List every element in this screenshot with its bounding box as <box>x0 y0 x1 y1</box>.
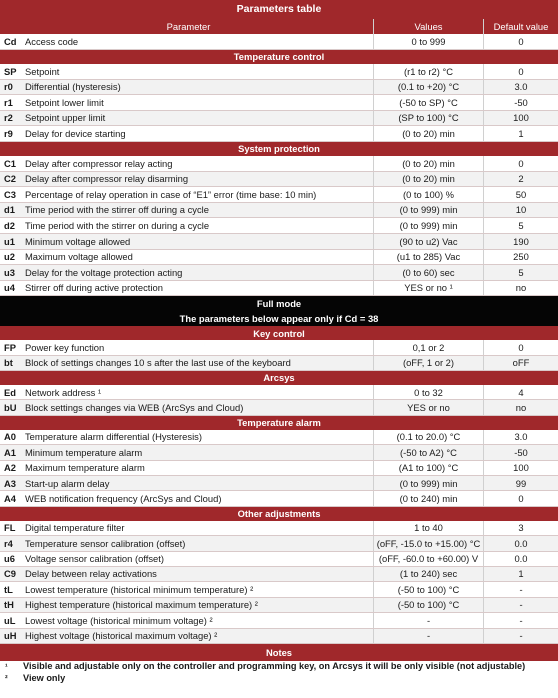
parameter-code: u6 <box>4 553 15 565</box>
section-header: System protection <box>0 142 558 156</box>
default-cell: -50 <box>514 96 528 108</box>
parameter-code: tL <box>4 583 13 595</box>
parameter-code: d2 <box>4 219 15 231</box>
parameter-code: A3 <box>4 477 16 489</box>
parameter-name: Time period with the stirrer off during a cycle <box>25 204 209 216</box>
parameter-name: Stirrer off during active protection <box>25 282 163 294</box>
table-row <box>0 476 558 491</box>
note-text: View only <box>23 673 66 684</box>
parameter-cell <box>0 445 374 459</box>
table-row <box>0 567 558 582</box>
values-cell: - <box>374 613 484 627</box>
values-cell: (0 to 240) min <box>374 491 484 505</box>
parameter-name: Minimum temperature alarm <box>25 446 143 458</box>
parameter-code: C9 <box>4 568 16 580</box>
values-cell: (oFF, -60.0 to +60.00) V <box>374 552 484 566</box>
parameter-name: Access code <box>25 35 79 47</box>
parameter-name: Delay for device starting <box>25 127 126 139</box>
table-row <box>0 156 558 172</box>
default-cell: 3.0 <box>514 431 528 443</box>
table-row <box>0 203 558 219</box>
values-cell: (1 to 240) sec <box>374 567 484 581</box>
table-row <box>0 218 558 234</box>
table-row <box>0 491 558 506</box>
values-cell: (-50 to 100) °C <box>374 598 484 612</box>
default-cell: 0 <box>518 341 524 353</box>
values-cell: (-50 to A2) °C <box>374 445 484 459</box>
parameter-code: uH <box>4 630 17 642</box>
parameter-code: u1 <box>4 235 15 247</box>
parameter-cell <box>0 385 374 399</box>
parameter-cell <box>0 64 374 79</box>
parameter-name: Temperature sensor calibration (offset) <box>25 537 186 549</box>
default-cell: 5 <box>518 219 524 231</box>
values-cell: (0 to 60) sec <box>374 265 484 280</box>
default-cell: 100 <box>513 462 529 474</box>
table-row <box>0 536 558 551</box>
note-item <box>0 661 558 673</box>
parameter-name: Delay after compressor relay acting <box>25 157 173 169</box>
table-row <box>0 250 558 266</box>
default-cell: 10 <box>515 204 527 216</box>
values-cell: (oFF, -15.0 to +15.00) °C <box>374 536 484 550</box>
values-cell: - <box>374 629 484 643</box>
parameter-code: A4 <box>4 492 16 504</box>
parameter-cell <box>0 461 374 475</box>
note-marker: ² <box>5 673 8 683</box>
default-cell: -50 <box>514 446 528 458</box>
section-header: Temperature control <box>0 50 558 64</box>
table-row <box>0 385 558 400</box>
parameter-cell <box>0 629 374 643</box>
access-code-block <box>0 34 558 50</box>
parameter-name: Maximum voltage allowed <box>25 251 133 263</box>
parameter-name: Block of settings changes 10 s after the last use of the keyboard <box>25 357 291 369</box>
table-row <box>0 445 558 460</box>
default-cell: 3 <box>518 522 524 534</box>
column-header-values: Values <box>374 19 484 34</box>
parameter-cell <box>0 218 374 233</box>
table-row <box>0 172 558 188</box>
default-cell: 0 <box>518 157 524 169</box>
parameter-cell <box>0 491 374 505</box>
default-cell: 0 <box>518 65 524 77</box>
parameter-code: u4 <box>4 282 15 294</box>
parameter-code: A1 <box>4 446 16 458</box>
parameter-code: r2 <box>4 112 13 124</box>
values-cell: (-50 to 100) °C <box>374 582 484 596</box>
parameter-code: r9 <box>4 127 13 139</box>
parameter-code: u2 <box>4 251 15 263</box>
parameter-cell <box>0 80 374 95</box>
table-row <box>0 552 558 567</box>
parameter-cell <box>0 582 374 596</box>
table-row <box>0 95 558 111</box>
parameter-cell <box>0 552 374 566</box>
parameter-cell <box>0 356 374 370</box>
default-cell: 5 <box>518 266 524 278</box>
default-cell: 1 <box>518 127 524 139</box>
column-header-row <box>0 19 558 34</box>
parameter-code: C1 <box>4 157 16 169</box>
default-cell: 250 <box>513 251 529 263</box>
parameter-code: FL <box>4 522 16 534</box>
values-cell: (0 to 999) min <box>374 203 484 218</box>
parameter-code: FP <box>4 341 16 353</box>
values-cell: (r1 to r2) °C <box>374 64 484 79</box>
table-row <box>0 64 558 80</box>
parameter-name: Minimum voltage allowed <box>25 235 131 247</box>
default-cell: 0 <box>518 492 524 504</box>
full-mode-title: Full mode <box>0 296 558 311</box>
default-cell: no <box>515 282 527 294</box>
note-text: Visible and adjustable only on the controller and programming key, on Arcsys it will be only visible (not adjustable) <box>23 661 526 672</box>
default-cell: 99 <box>515 477 527 489</box>
table-row <box>0 80 558 96</box>
table-row <box>0 613 558 628</box>
parameter-cell <box>0 34 374 49</box>
default-cell: 2 <box>518 173 524 185</box>
parameter-cell <box>0 281 374 296</box>
parameter-name: Power key function <box>25 341 105 353</box>
table-row <box>0 430 558 445</box>
values-cell: (u1 to 285) Vac <box>374 250 484 265</box>
values-cell: 0 to 32 <box>374 385 484 399</box>
table-row <box>0 34 558 50</box>
note-marker: ¹ <box>5 661 8 671</box>
values-cell: 0,1 or 2 <box>374 340 484 354</box>
values-cell: (90 to u2) Vac <box>374 234 484 249</box>
table-title: Parameters table <box>0 0 558 19</box>
parameter-cell <box>0 567 374 581</box>
default-cell: - <box>519 599 523 611</box>
parameter-name: Highest temperature (historical maximum temperature) ² <box>25 599 258 611</box>
full-mode-sections <box>0 326 558 644</box>
parameter-name: Digital temperature filter <box>25 522 125 534</box>
parameter-cell <box>0 536 374 550</box>
parameter-name: Differential (hysteresis) <box>25 81 121 93</box>
values-cell: (0 to 20) min <box>374 126 484 141</box>
parameter-cell <box>0 172 374 187</box>
table-row <box>0 281 558 297</box>
column-header-parameter: Parameter <box>0 19 374 34</box>
parameter-cell <box>0 156 374 171</box>
parameter-cell <box>0 203 374 218</box>
values-cell: (SP to 100) °C <box>374 111 484 126</box>
parameter-name: Setpoint upper limit <box>25 112 106 124</box>
parameter-cell <box>0 187 374 202</box>
parameter-name: Percentage of relay operation in case of “E1” error (time base: 10 min) <box>25 188 317 200</box>
values-cell: YES or no ¹ <box>374 281 484 296</box>
column-header-default: Default value <box>493 20 549 32</box>
default-cell: 0.0 <box>514 537 528 549</box>
full-mode-subtitle: The parameters below appear only if Cd = 38 <box>0 311 558 326</box>
parameter-cell <box>0 126 374 141</box>
parameter-code: uL <box>4 614 16 626</box>
parameter-cell <box>0 613 374 627</box>
values-cell: (A1 to 100) °C <box>374 461 484 475</box>
parameter-code: A2 <box>4 462 16 474</box>
parameter-cell <box>0 265 374 280</box>
default-cell: 50 <box>515 188 527 200</box>
parameter-name: Network address ¹ <box>25 386 102 398</box>
default-cell: 1 <box>518 568 524 580</box>
parameter-code: r0 <box>4 81 13 93</box>
basic-sections <box>0 50 558 296</box>
parameter-code: tH <box>4 599 14 611</box>
default-cell: 3.0 <box>514 81 528 93</box>
table-row <box>0 629 558 644</box>
table-row <box>0 340 558 355</box>
parameter-name: Start-up alarm delay <box>25 477 110 489</box>
default-cell: - <box>519 583 523 595</box>
section-header: Other adjustments <box>0 507 558 521</box>
parameter-code: bU <box>4 401 17 413</box>
parameter-code: r4 <box>4 537 13 549</box>
default-cell: 100 <box>513 112 529 124</box>
values-cell: YES or no <box>374 400 484 414</box>
values-cell: (-50 to SP) °C <box>374 95 484 110</box>
parameter-name: Voltage sensor calibration (offset) <box>25 553 164 565</box>
section-header: Temperature alarm <box>0 416 558 430</box>
parameter-name: Delay between relay activations <box>25 568 157 580</box>
table-row <box>0 111 558 127</box>
values-cell: (0 to 20) min <box>374 156 484 171</box>
values-cell: (0.1 to +20) °C <box>374 80 484 95</box>
parameter-name: Highest voltage (historical maximum voltage) ² <box>25 630 218 642</box>
notes-title: Notes <box>0 644 558 661</box>
parameter-code: u3 <box>4 266 15 278</box>
table-row <box>0 234 558 250</box>
section-header: Arcsys <box>0 371 558 385</box>
parameter-cell <box>0 598 374 612</box>
parameter-code: C3 <box>4 188 16 200</box>
parameter-code: C2 <box>4 173 16 185</box>
parameter-name: Lowest temperature (historical minimum temperature) ² <box>25 583 254 595</box>
parameter-cell <box>0 250 374 265</box>
values-cell: (0 to 20) min <box>374 172 484 187</box>
values-cell: (0.1 to 20.0) °C <box>374 430 484 444</box>
table-row <box>0 461 558 476</box>
values-cell: 0 to 999 <box>374 34 484 49</box>
parameter-name: Block settings changes via WEB (ArcSys and Cloud) <box>25 401 244 413</box>
default-cell: 190 <box>513 235 529 247</box>
parameter-cell <box>0 400 374 414</box>
parameter-cell <box>0 234 374 249</box>
parameter-code: A0 <box>4 431 16 443</box>
default-cell: 0 <box>518 35 524 47</box>
parameter-code: d1 <box>4 204 15 216</box>
parameter-cell <box>0 476 374 490</box>
parameter-code: bt <box>4 357 13 369</box>
values-cell: (oFF, 1 or 2) <box>374 356 484 370</box>
parameter-cell <box>0 95 374 110</box>
table-row <box>0 598 558 613</box>
parameter-name: Lowest voltage (historical minimum voltage) ² <box>25 614 213 626</box>
default-cell: 4 <box>518 386 524 398</box>
values-cell: (0 to 100) % <box>374 187 484 202</box>
note-item <box>0 673 558 685</box>
table-row <box>0 582 558 597</box>
parameter-cell <box>0 521 374 535</box>
table-row <box>0 521 558 536</box>
section-header: Key control <box>0 326 558 340</box>
parameter-name: Delay after compressor relay disarming <box>25 173 189 185</box>
parameter-name: Setpoint <box>25 65 60 77</box>
default-cell: oFF <box>512 357 530 369</box>
table-row <box>0 356 558 371</box>
parameter-name: Setpoint lower limit <box>25 96 104 108</box>
table-row <box>0 187 558 203</box>
table-row <box>0 126 558 142</box>
parameter-name: Time period with the stirrer on during a cycle <box>25 219 210 231</box>
parameter-name: Temperature alarm differential (Hysteresis) <box>25 431 202 443</box>
table-row <box>0 265 558 281</box>
table-row <box>0 400 558 415</box>
parameter-name: WEB notification frequency (ArcSys and Cloud) <box>25 492 222 504</box>
default-cell: - <box>519 614 523 626</box>
parameter-code: Ed <box>4 386 16 398</box>
values-cell: (0 to 999) min <box>374 218 484 233</box>
default-cell: 0.0 <box>514 553 528 565</box>
parameter-code: r1 <box>4 96 13 108</box>
values-cell: 1 to 40 <box>374 521 484 535</box>
parameter-code: Cd <box>4 35 17 47</box>
values-cell: (0 to 999) min <box>374 476 484 490</box>
parameter-name: Delay for the voltage protection acting <box>25 266 183 278</box>
parameter-name: Maximum temperature alarm <box>25 462 145 474</box>
parameter-cell <box>0 111 374 126</box>
default-cell: no <box>515 401 527 413</box>
notes-list <box>0 661 558 685</box>
default-cell: - <box>519 630 523 642</box>
parameter-cell <box>0 340 374 354</box>
parameter-code: SP <box>4 65 17 77</box>
parameter-cell <box>0 430 374 444</box>
